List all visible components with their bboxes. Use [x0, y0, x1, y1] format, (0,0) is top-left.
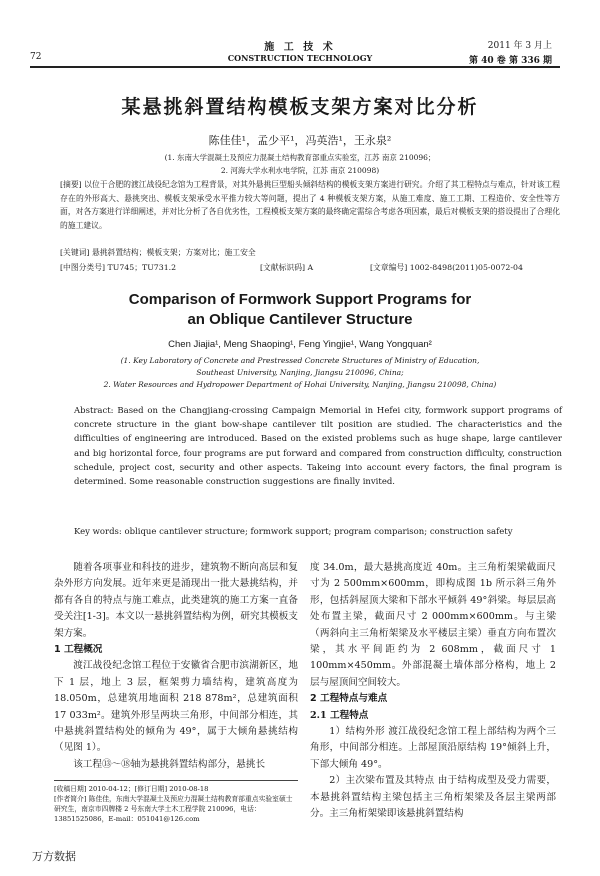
article-number: [文章编号] 1002-8498(2011)05-0072-04 — [370, 263, 523, 272]
abstract-cn: [摘要] 以位于合肥的渡江战役纪念馆为工程背景，对其外悬挑巨型船头倾斜结构的模板支架方案进行研究。介绍了其工程特点与难点，针对该工程存在的外形高大、悬挑突出、模板支架承受水平推力较大等问题，提出了 4 种模板支架方案，从施工难度、施工工期、工程造价、安全性等方面，对各方案进行详细阐述，并对比分析了各自优劣性，工程模板支架方案的最终确定需综合考虑各项因素，最后对模板支架的搭设提出了合理化的施工建议。 — [60, 180, 560, 230]
header-volume: 第 40 卷 第 336 期 — [469, 56, 552, 66]
authors-en: Chen Jiajia¹, Meng Shaoping¹, Feng Yingjie¹, Wang Yongquan² — [168, 339, 432, 350]
footnote: [收稿日期] 2010-04-12；[修订日期] 2010-08-18 [作者简介] 陈佳佳，东南大学混凝土及预应力混凝土结构教育部重点实验室硕士研究生，南京市四牌楼 2 号东南大学土木工程学院 210096，电话：13851525086，E-mail：051041@126.com — [54, 785, 293, 823]
header-rule — [30, 66, 560, 68]
abstract-en: Abstract: Based on the Changjiang-crossing Campaign Memorial in Hefei city, formwork support programs of concrete structure in the giant bow-shape cantilever tilt position are studied. The characteristics and the difficulties of engineering are introduced. Based on the existed problems such as huge shape, large cantilever and big horizontal force, four programs are put forward and compared from construction difficulty, construction schedule, project cost, security and other aspects. Takeing into account every factors, the final program is determined. Some reasonable construction suggestions are finally invited. — [74, 406, 562, 488]
title-en-line-1: Comparison of Formwork Support Programs for — [128, 291, 472, 308]
affiliation-en-2: Southeast University, Nanjing, Jiangsu 210096, China; — [196, 368, 404, 377]
header-journal-cn: 施 工 技 术 — [264, 42, 336, 53]
affiliation-en-1: (1. Key Laboratory of Concrete and Prestressed Concrete Structures of Ministry of Education, — [120, 356, 480, 365]
title-cn: 某悬挑斜置结构模板支架方案对比分析 — [121, 96, 479, 118]
left-para-overview: 渡江战役纪念馆工程位于安徽省合肥市滨湖新区，地下 1 层，地上 3 层，框架剪力墙结构，建筑高度为 18.050m，总建筑用地面积 218 878m²，总建筑面积17 033m²。建筑外形呈两块三角形，中间部分相连，其中悬挑斜置结构处的倾角为 49°，属于大倾角悬挑结构（见图 1）。 — [54, 660, 298, 754]
affiliation-cn-1: (1. 东南大学混凝土及预应力混凝土结构教育部重点实验室，江苏 南京 210096； — [164, 153, 436, 162]
right-para-continued: 度 34.0m，最大悬挑高度近 40m。主三角桁架梁截面尺寸为 2 500mm×600mm，即构成图 1b 所示斜三角外形，包括斜屋顶大梁和下部水平倾斜 49°斜梁。每层层高处布置主梁，截面尺寸 2 000mm×600mm。与主梁（两斜向主三角桁架梁及水平楼层主梁）垂直方向布置次梁，其水平间距约为 2 608mm，截面尺寸 1 100mm×450mm。外部混凝土墙体部分格构，地上 2 层与屋顶间空间较大。 — [310, 562, 556, 688]
clc-number: [中图分类号] TU745；TU731.2 — [60, 263, 177, 272]
classification-row — [60, 262, 560, 276]
body-left-column — [54, 560, 298, 773]
document-code: [文献标识码] A — [260, 263, 314, 272]
authors-cn: 陈佳佳¹，孟少平¹，冯英浩¹，王永泉² — [208, 134, 392, 147]
right-para-shape: 1）结构外形 渡江战役纪念馆工程上部结构为两个三角形，中间部分相连。上部屋顶沿原结构 19°倾斜上升，下部大倾角 49°。 — [310, 726, 556, 770]
keywords-en: Key words: oblique cantilever structure; formwork support; program comparison; construction safety — [74, 527, 513, 537]
header-date: 2011 年 3 月上 — [487, 41, 552, 51]
left-para-intro: 随着各项事业和科技的进步，建筑物不断向高层和复杂外形方向发展。近年来更是涌现出一批大悬挑结构，并都有各自的特点与施工难点，此类建筑的施工方案一直备受关注[1-3]。本文以一悬挑斜置结构为例，研究其模板支架方案。 — [54, 562, 298, 639]
left-para-cantilever: 该工程⑬～⑱轴为悬挑斜置结构部分，悬挑长 — [73, 758, 266, 770]
right-para-beams: 2）主次梁布置及其特点 由于结构成型及受力需要，本悬挑斜置结构主梁包括主三角桁架梁及各层主梁两部分。主三角桁架梁即该悬挑斜置结构 — [310, 775, 556, 820]
section-1-heading: 1 工程概况 — [54, 644, 103, 656]
body-right-column — [310, 560, 556, 823]
watermark: 万方数据 — [32, 850, 76, 863]
title-en-line-2: an Oblique Cantilever Structure — [187, 311, 413, 328]
header-journal-en: CONSTRUCTION TECHNOLOGY — [227, 53, 373, 63]
affiliation-cn-2: 2. 河海大学水利水电学院，江苏 南京 210098) — [220, 166, 380, 175]
affiliation-en-3: 2. Water Resources and Hydropower Department of Hohai University, Nanjing, Jiangsu 210098, China) — [103, 380, 497, 389]
footnote-rule — [54, 780, 298, 781]
keywords-cn: [关键词] 悬挑斜置结构；模板支架；方案对比；施工安全 — [60, 248, 256, 257]
title-en — [0, 290, 600, 330]
section-2-heading: 2 工程特点与难点 — [310, 693, 388, 705]
header-page-number: 72 — [30, 52, 42, 62]
section-2-1-heading: 2.1 工程特点 — [310, 709, 369, 721]
